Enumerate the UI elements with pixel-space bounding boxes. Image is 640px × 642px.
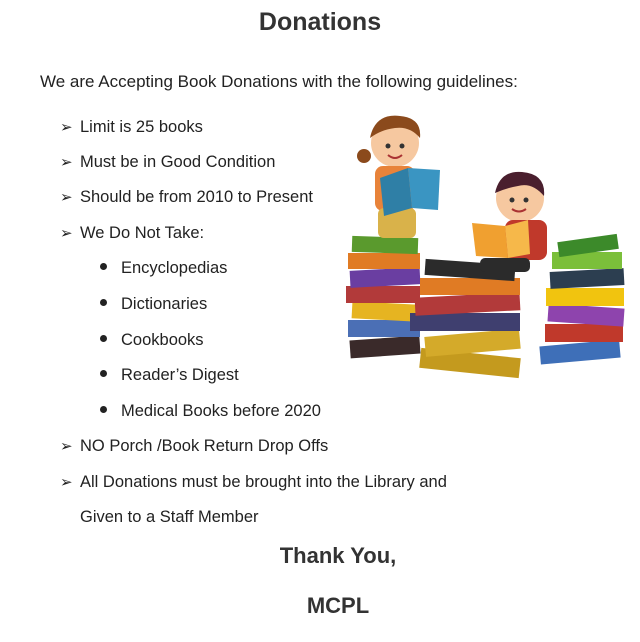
- intro-text: We are Accepting Book Donations with the following guidelines:: [40, 72, 518, 91]
- not-accepted-item: Dictionaries: [100, 295, 207, 314]
- signature-text: MCPL: [306, 593, 370, 618]
- guideline-continuation: Given to a Staff Member: [80, 508, 259, 526]
- guideline-item: ➢ Should be from 2010 to Present: [60, 188, 313, 206]
- dot-bullet-icon: [100, 370, 107, 377]
- arrow-bullet-icon: ➢: [60, 225, 73, 242]
- book-stack-right: [539, 234, 624, 365]
- guideline-item: ➢ NO Porch /Book Return Drop Offs: [60, 437, 329, 455]
- girl-reading: [357, 116, 440, 238]
- book-stack-left: [346, 236, 421, 359]
- not-accepted-item: Reader’s Digest: [100, 366, 239, 385]
- book-stack-center: [410, 259, 521, 378]
- dot-bullet-icon: [100, 335, 107, 342]
- guideline-item: ➢ Must be in Good Condition: [60, 153, 276, 171]
- arrow-bullet-icon: ➢: [60, 189, 73, 206]
- not-accepted-item: Medical Books before 2020: [100, 402, 321, 421]
- boy-reading: [472, 172, 547, 272]
- not-accepted-item: Encyclopedias: [100, 259, 227, 278]
- guideline-item: ➢ We Do Not Take:: [60, 224, 205, 242]
- arrow-bullet-icon: ➢: [60, 154, 73, 171]
- arrow-bullet-icon: ➢: [60, 438, 73, 455]
- arrow-bullet-icon: ➢: [60, 119, 73, 136]
- guideline-item: ➢ Limit is 25 books: [60, 118, 203, 136]
- page-title: Donations: [258, 8, 382, 36]
- thank-you-text: Thank You,: [279, 543, 397, 568]
- not-accepted-item: Cookbooks: [100, 331, 204, 350]
- arrow-bullet-icon: ➢: [60, 474, 73, 491]
- dot-bullet-icon: [100, 263, 107, 270]
- dot-bullet-icon: [100, 299, 107, 306]
- dot-bullet-icon: [100, 406, 107, 413]
- kids-reading-books-illustration: [340, 108, 636, 388]
- guideline-item: ➢ All Donations must be brought into the Library and: [60, 473, 447, 491]
